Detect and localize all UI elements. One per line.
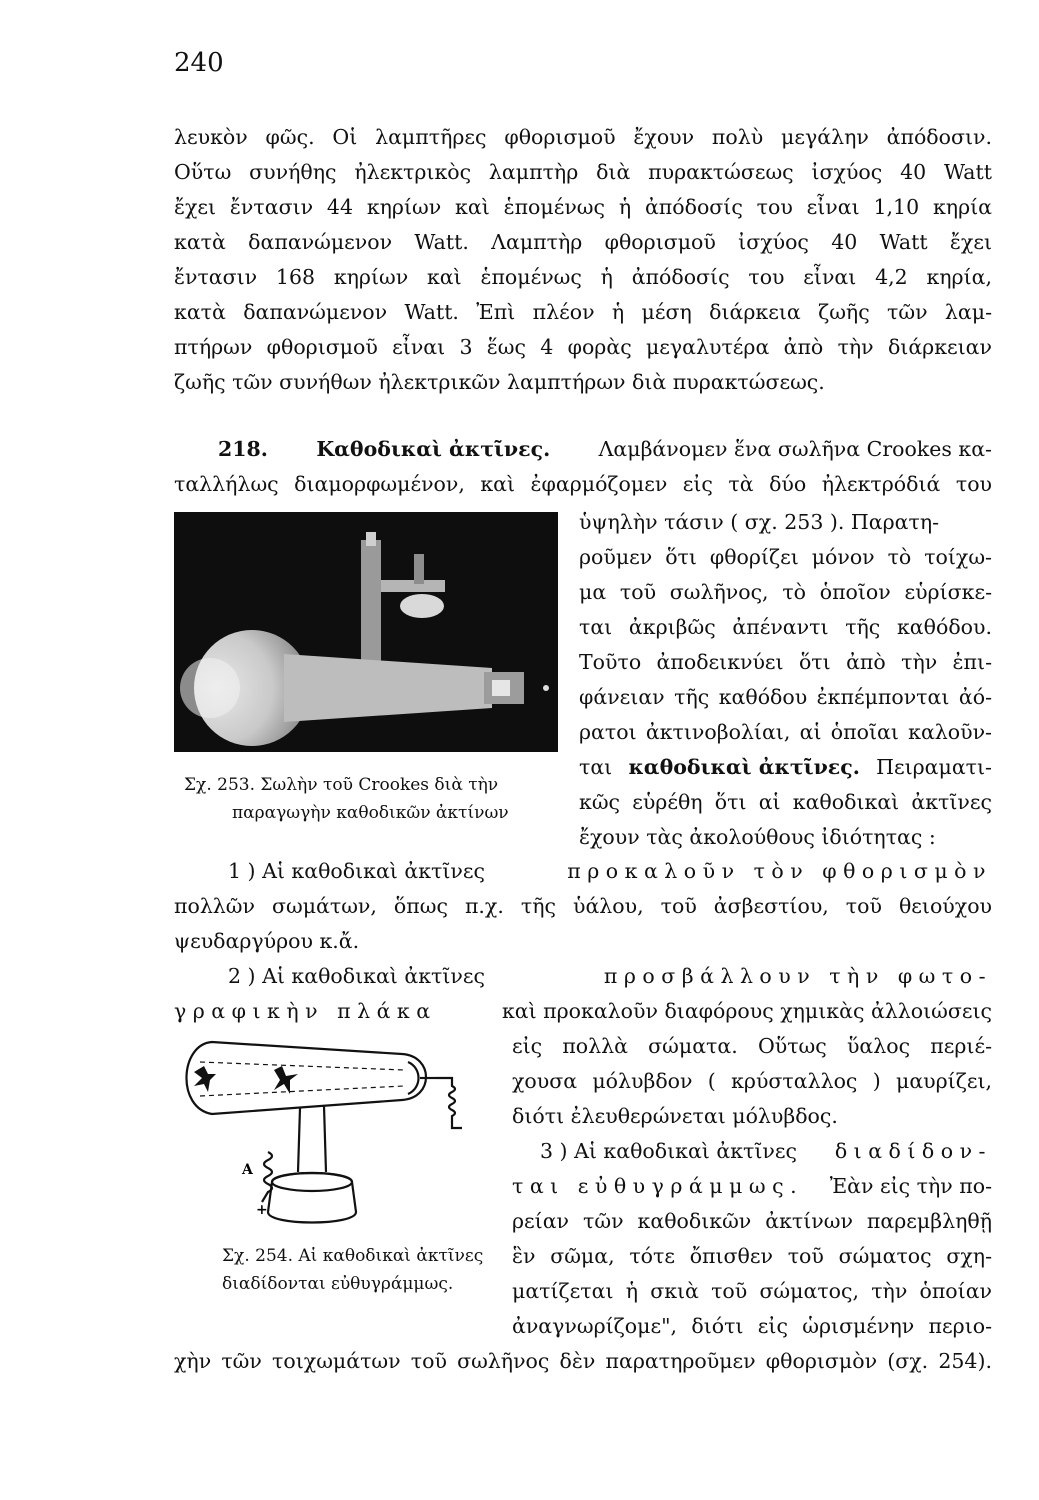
text-line (228, 966, 992, 987)
fluorescent-glow (180, 658, 240, 718)
text-line: φάνειαν τῆς καθόδου ἐκπέμπονται ἀό- (579, 685, 992, 709)
text-line: ἔχει ἔντασιν 44 κηρίων καὶ ἑπομένως ἡ ἀπόδοσίς του εἶναι 1,10 κηρία (174, 195, 992, 219)
plus-label: + (256, 1202, 268, 1218)
text-line: ρείαν τῶν καθοδικῶν ἀκτίνων παρεμβληθῇ (512, 1209, 992, 1233)
text-fragment: καὶ προκαλοῦν διαφόρους χημικὰς ἀλλοιώσεις (501, 999, 992, 1023)
text-fragment: Πειραματι- (876, 755, 992, 779)
text-line: ἓν σῶμα, τότε ὄπισθεν τοῦ σώματος σχη- (512, 1244, 992, 1268)
cathode (492, 680, 510, 696)
stopcock (400, 594, 444, 618)
text-line: ἔντασιν 168 κηρίων καὶ ἑπομένως ἡ ἀπόδοσίς του εἶναι 4,2 κηρία, (174, 265, 992, 289)
text-line (579, 757, 992, 778)
section-title: Καθοδικαὶ ἀκτῖνες. (316, 437, 551, 461)
text-fragment: 1 ) Αἱ καθοδικαὶ ἀκτῖνες (228, 859, 485, 883)
ray-line (200, 1062, 404, 1070)
text-line: ἔχουν τὰς ἀκολούθους ἰδιότητας : (579, 825, 936, 849)
figure-caption: διαδίδονται εὐθυγράμμως. (222, 1274, 454, 1294)
text-fragment: Λαμβάνομεν ἕνα σωλῆνα Crookes κα- (598, 437, 992, 461)
tube-stem (298, 1106, 326, 1172)
text-line: κατὰ δαπανώμενον Watt. Ἐπὶ πλέον ἡ μέση διάρκεια ζωῆς τῶν λαμ- (174, 300, 992, 324)
text-line (512, 1176, 992, 1197)
text-line: ταλλήλως διαμορφωμένον, καὶ ἐφαρμόζομεν εἰς τὰ δύο ἠλεκτρόδιά του (174, 472, 992, 496)
text-line: κῶς εὑρέθη ὅτι αἱ καθοδικαὶ ἀκτῖνες (579, 790, 992, 814)
section-number: 218. (218, 437, 268, 461)
figure-caption: Σχ. 254. Αἱ καθοδικαὶ ἀκτῖνες (222, 1246, 484, 1266)
text-line: εἰς πολλὰ σώματα. Οὕτως ὕαλος περιέ- (512, 1034, 992, 1058)
text-fragment: 3 ) Αἱ καθοδικαὶ ἀκτῖνες (540, 1139, 797, 1163)
text-line: κατὰ δαπανώμενον Watt. Λαμπτὴρ φθορισμοῦ ἰσχύος 40 Watt ἔχει (174, 230, 992, 254)
text-line: ὑψηλὴν τάσιν ( σχ. 253 ). Παρατη- (579, 510, 940, 534)
maltese-cross-icon (274, 1066, 298, 1094)
emphasis-term: καθοδικαὶ ἀκτῖνες. (628, 755, 860, 779)
cathode-coil (436, 1078, 462, 1128)
electrode-terminal (543, 685, 549, 691)
tube-outline (186, 1042, 426, 1114)
stopcock-stem (414, 554, 424, 584)
text-line: ψευδαργύρου κ.ἄ. (174, 929, 360, 953)
text-line: ται ἀκριβῶς ἀπέναντι τῆς καθόδου. (579, 615, 992, 639)
text-line: ζωῆς τῶν συνήθων ἠλεκτρικῶν λαμπτήρων διὰ πυρακτώσεως. (174, 370, 825, 394)
spaced-emphasis: προκαλοῦν τὸν φθορισμὸν (567, 859, 992, 883)
crookes-tube-photo-figure (174, 512, 558, 752)
text-fragment: ται (579, 755, 613, 779)
cross-shadow-icon (194, 1066, 216, 1092)
cathode-cup (408, 1062, 419, 1094)
figure-caption: Σχ. 253. Σωλὴν τοῦ Crookes διὰ τὴν (184, 775, 499, 795)
text-line: ματίζεται ἡ σκιὰ τοῦ σώματος, τὴν ὁποίαν (512, 1279, 992, 1303)
text-line: ρατοι ἀκτινοβολίαι, αἱ ὁποῖαι καλοῦν- (579, 720, 992, 744)
text-line: διότι ἐλευθερώνεται μόλυβδος. (512, 1104, 838, 1128)
anode-label: A (242, 1162, 253, 1178)
maltese-cross-tube-figure (172, 1022, 492, 1237)
text-line: μα τοῦ σωλῆνος, τὸ ὁποῖον εὑρίσκε- (579, 580, 992, 604)
text-fragment: 2 ) Αἱ καθοδικαὶ ἀκτῖνες (228, 964, 485, 988)
spaced-emphasis: προσβάλλουν τὴν φωτο- (603, 964, 992, 988)
spaced-emphasis: γραφικὴν πλάκα (174, 999, 437, 1023)
text-line: Οὕτω συνήθης ἠλεκτρικὸς λαμπτὴρ διὰ πυρακτώσεως ἰσχύος 40 Watt (174, 160, 992, 184)
text-line: ἀναγνωρίζομε", διότι εἰς ὡρισμένην περιο- (512, 1314, 992, 1338)
page-number: 240 (174, 48, 224, 78)
text-line (228, 861, 992, 882)
stand-top (272, 1173, 352, 1191)
text-line: χὴν τῶν τοιχωμάτων τοῦ σωλῆνος δὲν παρατηροῦμεν φθορισμὸν (σχ. 254). (174, 1349, 992, 1373)
text-line: πολλῶν σωμάτων, ὅπως π.χ. τῆς ὑάλου, τοῦ ἀσβεστίου, τοῦ θειούχου (174, 894, 992, 918)
text-line (540, 1141, 992, 1162)
text-line: λευκὸν φῶς. Οἱ λαμπτῆρες φθορισμοῦ ἔχουν πολὺ μεγάλην ἀπόδοσιν. (174, 125, 992, 149)
text-line: πτήρων φθορισμοῦ εἶναι 3 ἕως 4 φορὰς μεγαλυτέρα ἀπὸ τὴν διάρκειαν (174, 335, 992, 359)
tube-tip (366, 532, 376, 546)
figure-caption: παραγωγὴν καθοδικῶν ἀκτίνων (232, 803, 509, 823)
text-fragment: Ἐὰν εἰς τὴν πο- (829, 1174, 992, 1198)
section-heading-line (218, 439, 992, 460)
text-line (174, 1001, 992, 1022)
spaced-emphasis: ται εὐθυγράμμως. (512, 1174, 804, 1198)
text-line: ροῦμεν ὅτι φθορίζει μόνον τὸ τοίχω- (579, 545, 992, 569)
side-tube (381, 580, 445, 592)
ray-line (200, 1086, 404, 1096)
text-line: χουσα μόλυβδον ( κρύσταλλος ) μαυρίζει, (512, 1069, 992, 1093)
stand-base (268, 1173, 356, 1223)
text-line: Τοῦτο ἀποδεικνύει ὅτι ἀπὸ τὴν ἐπι- (579, 650, 992, 674)
spaced-emphasis: διαδίδον- (834, 1139, 992, 1163)
